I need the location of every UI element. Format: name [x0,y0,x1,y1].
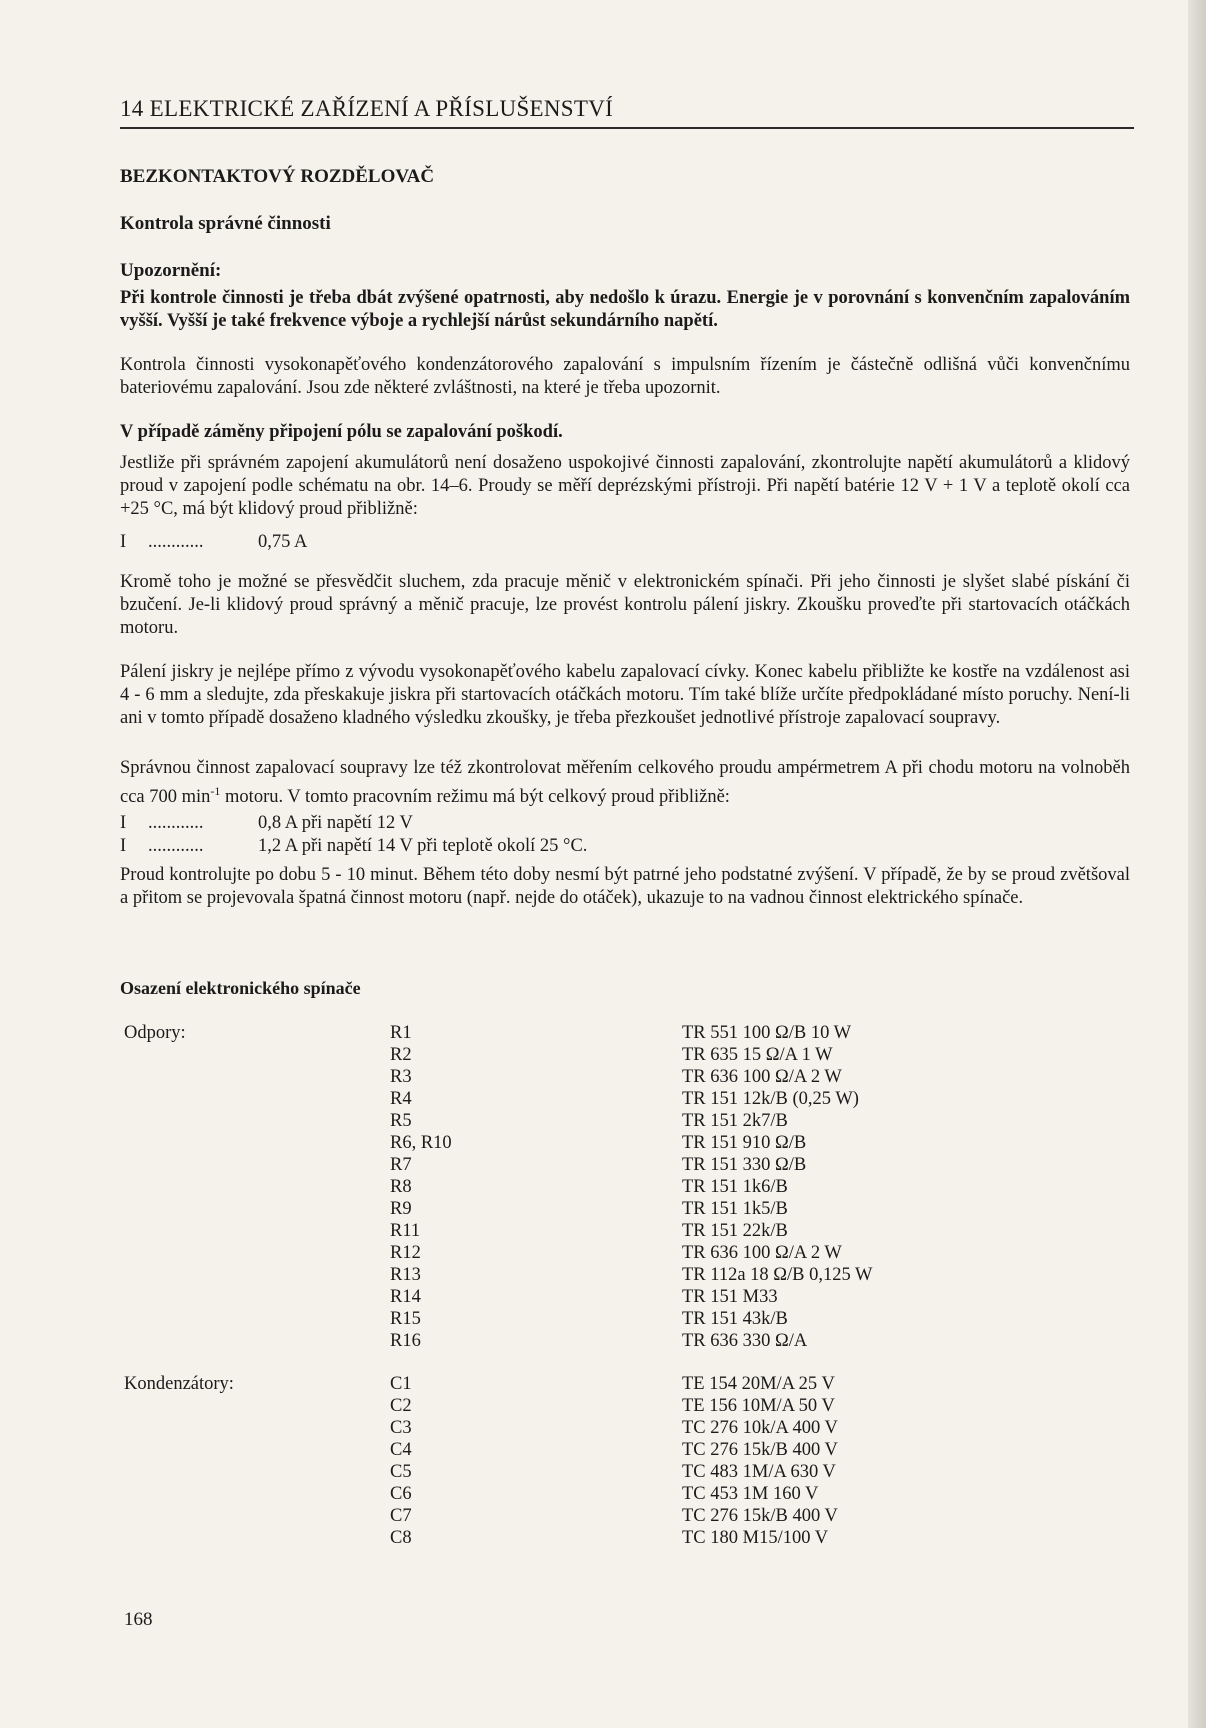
capacitor-designator: C8 [390,1528,412,1548]
running-header: 14 ELEKTRICKÉ ZAŘÍZENÍ A PŘÍSLUŠENSTVÍ [120,96,614,121]
resistor-value: TR 635 15 Ω/A 1 W [682,1045,833,1065]
resistor-designator: R3 [390,1067,412,1087]
capacitor-designator: C4 [390,1440,412,1460]
resistor-value: TR 151 12k/B (0,25 W) [682,1089,859,1109]
capacitor-value: TE 156 10M/A 50 V [682,1396,835,1416]
resistor-designator: R5 [390,1111,412,1131]
capacitor-value: TC 276 15k/B 400 V [682,1506,838,1526]
capacitor-designator: C5 [390,1462,412,1482]
resistor-designator: R4 [390,1089,412,1109]
resistor-value: TR 112a 18 Ω/B 0,125 W [682,1265,873,1285]
resistor-value: TR 151 M33 [682,1287,778,1307]
capacitor-designator: C3 [390,1418,412,1438]
paragraph-1: Kontrola činnosti vysokonapěťového kondenzátorového zapalování s impulsním řízením je částečně odlišná vůči konvenčnímu bateriovému zapalování. Jsou zde některé zvláštnosti, na které je třeba upozornit. [120,355,1130,398]
resistor-designator: R2 [390,1045,412,1065]
resistor-value: TR 636 100 Ω/A 2 W [682,1243,842,1263]
value-text: 0,75 A [258,532,308,552]
capacitor-designator: C6 [390,1484,412,1504]
resistor-designator: R7 [390,1155,412,1175]
resistor-designator: R1 [390,1023,412,1043]
value-dots: ............ [148,836,204,856]
resistor-designator: R6, R10 [390,1133,452,1153]
resistor-value: TR 151 1k5/B [682,1199,788,1219]
resistor-values [682,1022,873,1352]
resistor-value: TR 151 1k6/B [682,1177,788,1197]
value-row-idle-current [120,531,307,554]
resistor-designator: R15 [390,1309,421,1329]
capacitor-designator: C7 [390,1506,412,1526]
resistors-label: Odpory: [124,1023,186,1043]
paragraph-5-part-2: motoru. V tomto pracovním režimu má být celkový proud přibližně: [220,787,730,808]
warning-label: Upozornění: [120,260,222,281]
page-number: 168 [124,1609,153,1630]
resistor-value: TR 636 100 Ω/A 2 W [682,1067,842,1087]
capacitor-designator: C2 [390,1396,412,1416]
resistor-value: TR 151 43k/B [682,1309,788,1329]
value-symbol: I [120,836,127,856]
page-edge [1188,0,1206,1728]
section-title: BEZKONTAKTOVÝ ROZDĚLOVAČ [120,166,435,187]
capacitor-value: TC 453 1M 160 V [682,1484,819,1504]
paragraph-5 [120,757,1130,809]
capacitor-value: TE 154 20M/A 25 V [682,1374,835,1394]
value-dots: ............ [148,813,204,833]
value-text: 1,2 A při napětí 14 V při teplotě okolí 25 °C. [258,836,588,856]
resistor-designator: R8 [390,1177,412,1197]
value-row-12v [120,812,413,835]
resistor-value: TR 636 330 Ω/A [682,1331,808,1351]
value-text: 0,8 A při napětí 12 V [258,813,413,833]
resistor-value: TR 151 22k/B [682,1221,788,1241]
warning-text: Při kontrole činnosti je třeba dbát zvýšené opatrnosti, aby nedošlo k úrazu. Energie je v porovnání s konvenčním zapalováním vyšší. Vyšší je také frekvence výboje a rychlejší nárůst sekundárního napětí. [120,288,1130,331]
resistor-designator: R12 [390,1243,421,1263]
paragraph-5-part-1: Správnou činnost zapalovací soupravy lze též zkontrolovat měřením celkového proudu ampérmetrem A při chodu motoru na volnoběh cca 700 min [120,758,1130,808]
resistor-value: TR 151 2k7/B [682,1111,788,1131]
capacitor-values [682,1373,838,1549]
capacitors-label: Kondenzátory: [124,1374,234,1394]
resistor-designator: R16 [390,1331,421,1351]
subsection-title: Kontrola správné činnosti [120,213,331,234]
paragraph-5-superscript: -1 [210,784,221,798]
resistor-designator: R13 [390,1265,421,1285]
resistor-designator: R11 [390,1221,421,1241]
paragraph-4: Pálení jiskry je nejlépe přímo z vývodu vysokonapěťového kabelu zapalovací cívky. Konec kabelu přibližte ke kostře na vzdálenost asi 4 - 6 mm a sledujte, zda přeskakuje jiskra při startovacích otáčkách motoru. Tím také blíže určíte předpokládané místo poruchy. Není-li ani v tomto případě dosaženo kladného výsledku zkoušky, je třeba přezkoušet jednotlivé přístroje zapalovací soupravy. [120,662,1130,728]
capacitor-designator: C1 [390,1374,412,1394]
capacitor-value: TC 180 M15/100 V [682,1528,829,1548]
value-row-14v [120,835,587,858]
capacitor-value: TC 276 10k/A 400 V [682,1418,838,1438]
resistor-value: TR 151 910 Ω/B [682,1133,807,1153]
resistor-designator: R14 [390,1287,421,1307]
capacitor-value: TC 276 15k/B 400 V [682,1440,838,1460]
resistor-designators [390,1022,452,1352]
paragraph-6: Proud kontrolujte po dobu 5 - 10 minut. Během této doby nesmí být patrné jeho podstatné zvýšení. V případě, že by se proud zvětšoval a přitom se projevovala špatná činnost motoru (např. nejde do otáček), ukazuje to na vadnou činnost elektrického spínače. [120,865,1130,908]
bold-note: V případě záměny připojení pólu se zapalování poškodí. [120,422,563,442]
resistor-value: TR 151 330 Ω/B [682,1155,807,1175]
value-dots: ............ [148,532,204,552]
components-title: Osazení elektronického spínače [120,978,361,998]
header-rule [120,127,1134,129]
capacitor-designators [390,1373,412,1549]
value-symbol: I [120,813,127,833]
paragraph-2: Jestliže při správném zapojení akumulátorů není dosaženo uspokojivé činnosti zapalování, zkontrolujte napětí akumulátorů a klidový proud v zapojení podle schématu na obr. 14–6. Proudy se měří deprézskými přístroji. Při napětí batérie 12 V + 1 V a teplotě okolí cca +25 °C, má být klidový proud přibližně: [120,453,1130,519]
capacitor-value: TC 483 1M/A 630 V [682,1462,836,1482]
value-symbol: I [120,532,127,552]
resistor-value: TR 551 100 Ω/B 10 W [682,1023,852,1043]
paragraph-3: Kromě toho je možné se přesvědčit sluchem, zda pracuje měnič v elektronickém spínači. Při jeho činnosti je slyšet slabé pískání či bzučení. Je-li klidový proud správný a měnič pracuje, lze provést kontrolu pálení jiskry. Zkoušku proveďte při startovacích otáčkách motoru. [120,572,1130,638]
resistor-designator: R9 [390,1199,412,1219]
